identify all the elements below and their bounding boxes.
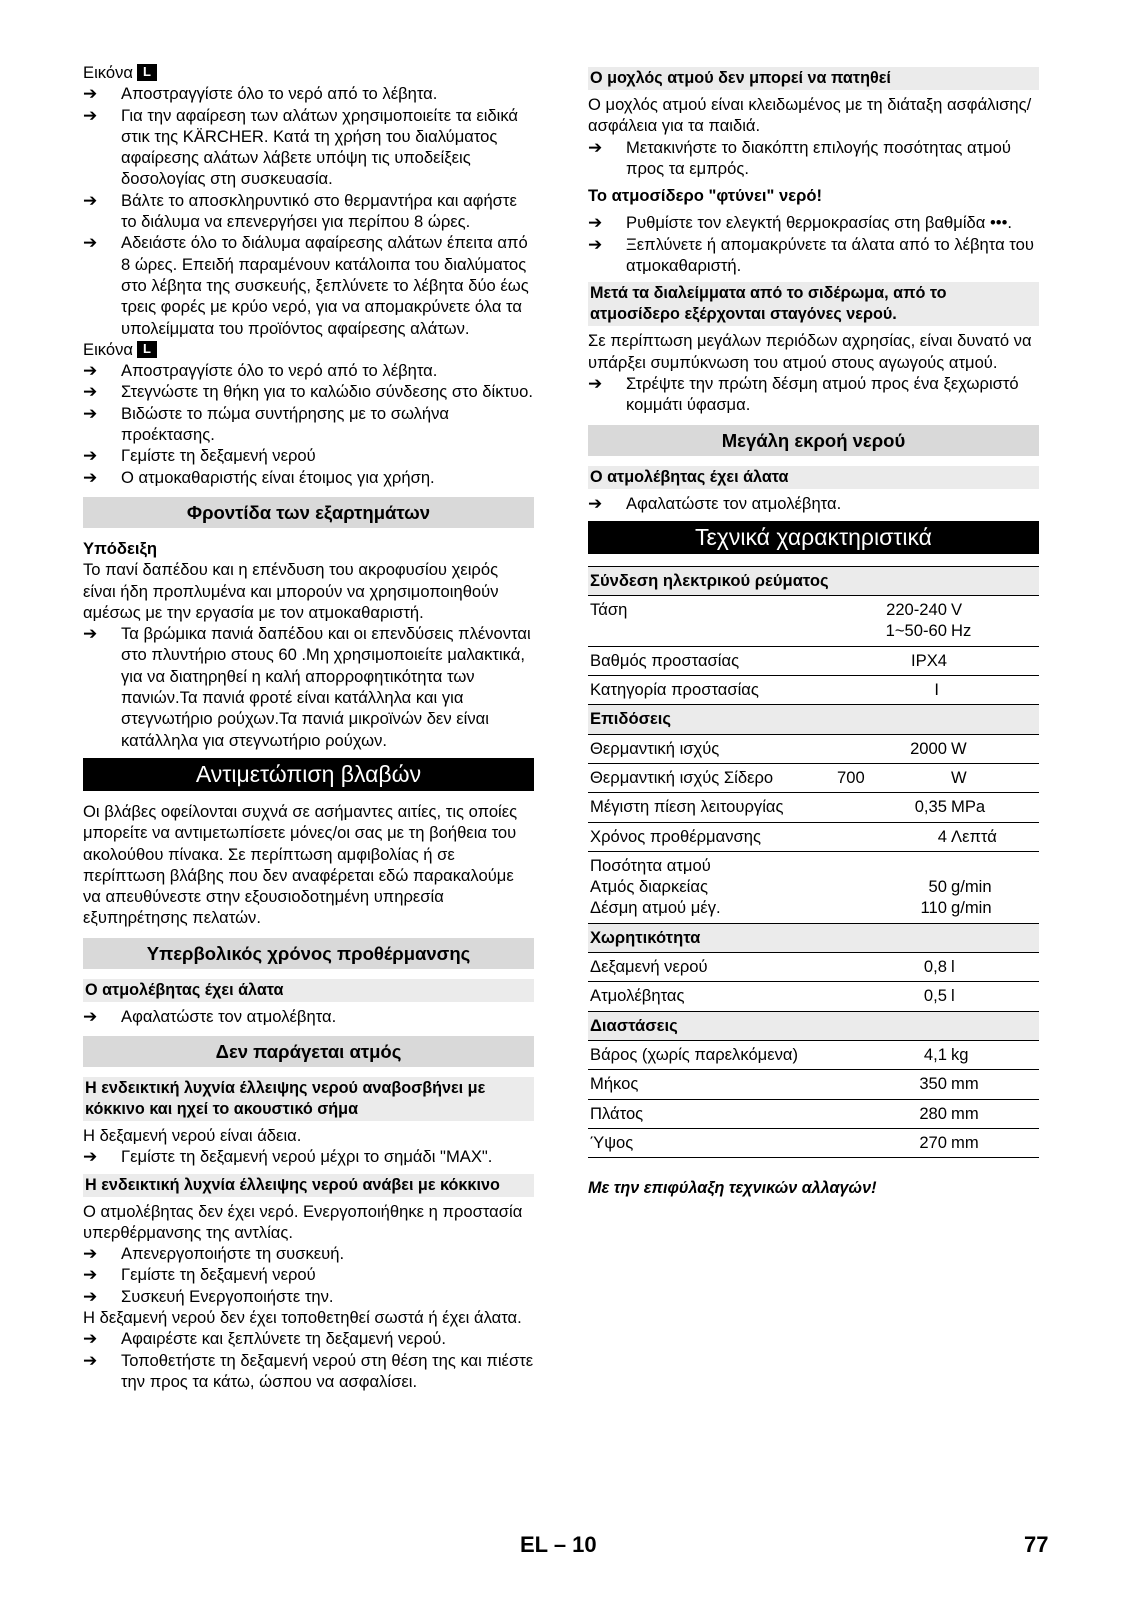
step: ➔ Γεμίστε τη δεξαμενή νερού — [83, 446, 316, 466]
arrow-icon: ➔ — [83, 233, 98, 253]
spec-row: Ποσότητα ατμού Ατμός διαρκείας Δέσμη ατμού μέγ. 50 110 g/min g/min — [588, 851, 1039, 923]
reserve-note: Με την επιφύλαξη τεχνικών αλλαγών! — [588, 1179, 877, 1198]
spec-section: Σύνδεση ηλεκτρικού ρεύματος — [588, 566, 1039, 595]
spec-row: Μέγιστη πίεση λειτουργίας 0,35 MPa — [588, 793, 1039, 822]
right-column — [588, 62, 1039, 1199]
arrow-icon: ➔ — [588, 493, 603, 513]
fault-cause: Σε περίπτωση μεγάλων περιόδων αχρησίας, είναι δυνατό να υπάρξει συμπύκνωση του ατμού στους αγωγούς ατμού. — [588, 331, 1032, 372]
chapter-heading: Αντιμετώπιση βλαβών — [83, 758, 534, 791]
spec-row: Τάση 220-240 1~50-60 V Hz — [588, 596, 1039, 647]
spec-section: Επιδόσεις — [588, 705, 1039, 734]
step: ➔ Γεμίστε τη δεξαμενή νερού — [83, 1265, 316, 1285]
step: ➔ Μετακινήστε το διακόπτη επιλογής ποσότητας ατμού προς τα εμπρός. — [588, 137, 1011, 178]
step: ➔ Ξεπλύνετε ή απομακρύνετε τα άλατα από το λέβητα του ατμοκαθαριστή. — [588, 234, 1034, 276]
footer-page-number: 77 — [1024, 1532, 1049, 1557]
figure-reference — [83, 62, 534, 83]
spec-section: Διαστάσεις — [588, 1011, 1039, 1040]
fault-title: Ο ατμολέβητας έχει άλατα — [588, 466, 1039, 489]
fault-cause: Ο ατμολέβητας δεν έχει νερό. Ενεργοποιήθηκε η προστασία υπερθέρμανσης της αντλίας. — [83, 1201, 523, 1242]
fault-title: Μετά τα διαλείμματα από το σιδέρωμα, από το ατμοσίδερο εξέρχονται σταγόνες νερού. — [588, 282, 1039, 326]
fault-cause: Ο μοχλός ατμού είναι κλειδωμένος με τη διάταξη ασφάλισης/ ασφάλεια για τα παιδιά. — [588, 95, 1032, 136]
faults-intro: Οι βλάβες οφείλονται συχνά σε ασήμαντες αιτίες, τις οποίες μπορείτε να αντιμετωπίσετε μόνες/οι σας με τη βοήθεια του ακολούθου πίνακα. Σε περίπτωση αμφιβολίας ή σε περίπτωση βλάβης που δεν αναφέρεται εδώ παρακαλούμε να απευθύνεστε στην εξουσιοδοτημένη υπηρεσία εξυπηρέτησης πελατών. — [83, 801, 518, 928]
spec-row: Πλάτος 280 mm — [588, 1099, 1039, 1128]
spec-row: Βάρος (χωρίς παρελκόμενα) 4,1 kg — [588, 1040, 1039, 1069]
spec-row: Ατμολέβητας 0,5 l — [588, 982, 1039, 1011]
step: ➔ Ρυθμίστε τον ελεγκτή θερμοκρασίας στη βαθμίδα •••. — [588, 213, 1012, 233]
arrow-icon: ➔ — [83, 624, 98, 644]
fault-cause: Η δεξαμενή νερού δεν έχει τοποθετηθεί σωστά ή έχει άλατα. — [83, 1308, 522, 1328]
arrow-icon: ➔ — [83, 1244, 98, 1264]
arrow-icon: ➔ — [588, 234, 603, 254]
spec-row: Κατηγορία προστασίας I — [588, 676, 1039, 705]
step: ➔ Αδειάστε όλο το διάλυμα αφαίρεσης αλάτων έπειτα από 8 ώρες. Επειδή παραμένουν κατάλοιπα του διαλύματος στο λέβητα της συσκευής, ξεπλύνετε το λέβητα δύο έως τρεις φορές με κρύο νερό, για να απομακρύνετε όλα τα υπολείμματα του προϊόντος αφαίρεσης αλάτων. — [83, 233, 529, 338]
spec-row: Χρόνος προθέρμανσης 4 Λεπτά — [588, 822, 1039, 851]
arrow-icon: ➔ — [83, 1006, 98, 1026]
fault-cause: Η δεξαμενή νερού είναι άδεια. — [83, 1125, 302, 1145]
arrow-icon: ➔ — [83, 403, 98, 423]
step: ➔ Τοποθετήστε τη δεξαμενή νερού στη θέση της και πιέστε την προς τα κάτω, ώσπου να ασφαλίσει. — [83, 1350, 534, 1391]
note-title: Υπόδειξη — [83, 538, 157, 558]
arrow-icon: ➔ — [588, 373, 603, 393]
fault-title: Ο ατμολέβητας έχει άλατα — [83, 979, 534, 1002]
step: ➔ Βάλτε το αποσκληρυντικό στο θερμαντήρα και αφήστε το διάλυμα να επενεργήσει για περίπου 8 ώρες. — [83, 190, 517, 232]
step: ➔ Γεμίστε τη δεξαμενή νερού μέχρι το σημάδι "MAX". — [83, 1147, 493, 1167]
arrow-icon: ➔ — [83, 446, 98, 466]
fault-title: Το ατμοσίδερο "φτύνει" νερό! — [588, 186, 823, 206]
spec-section: Χωρητικότητα — [588, 923, 1039, 952]
arrow-icon: ➔ — [83, 105, 98, 125]
arrow-icon: ➔ — [83, 467, 98, 487]
section-heading: Φροντίδα των εξαρτημάτων — [83, 497, 534, 528]
fault-title: Ο μοχλός ατμού δεν μπορεί να πατηθεί — [588, 67, 1039, 90]
step: ➔ Αποστραγγίστε όλο το νερό από το λέβητα. — [83, 361, 438, 381]
note-text: Το πανί δαπέδου και η επένδυση του ακροφυσίου χειρός είναι ήδη προπλυμένα και μπορούν να χρησιμοποιηθούν αμέσως με την εργασία με τον ατμοκαθαριστή. — [83, 560, 499, 622]
arrow-icon: ➔ — [83, 1329, 98, 1349]
footer-language-code: EL – 10 — [520, 1532, 597, 1557]
chapter-heading: Τεχνικά χαρακτηριστικά — [588, 521, 1039, 554]
section-heading: Δεν παράγεται ατμός — [83, 1036, 534, 1067]
fault-title: Η ενδεικτική λυχνία έλλειψης νερού αναβοσβήνει με κόκκινο και ηχεί το ακουστικό σήμα — [83, 1077, 534, 1121]
step: ➔ Τα βρώμικα πανιά δαπέδου και οι επενδύσεις πλένονται στο πλυντήριο στους 60 .Μη χρησιμοποιείτε μαλακτικά, για να διατηρηθεί η καλή απορροφητικότητα των πανιών.Τα πανιά φροτέ είναι κατάλληλα και για στεγνωτήριο ρούχων.Τα πανιά μικροϊνών δεν είναι κατάλληλα για στεγνωτήριο ρούχων. — [83, 624, 531, 750]
arrow-icon: ➔ — [83, 382, 98, 402]
step: ➔ Στεγνώστε τη θήκη για το καλώδιο σύνδεσης στο δίκτυο. — [83, 382, 533, 402]
left-column — [83, 62, 534, 1392]
figure-badge: L — [137, 341, 157, 358]
step: ➔ Για την αφαίρεση των αλάτων χρησιμοποιείτε τα ειδικά στικ της KÄRCHER. Κατά τη χρήση του διαλύματος αφαίρεσης αλάτων λάβετε υπόψη τις υποδείξεις δοσολογίας στη συσκευασία. — [83, 105, 519, 189]
figure-reference — [83, 339, 534, 360]
arrow-icon: ➔ — [83, 1286, 98, 1306]
step: ➔ Ο ατμοκαθαριστής είναι έτοιμος για χρήση. — [83, 467, 435, 487]
spec-row: Θερμαντική ισχύς Σίδερο 700 W — [588, 763, 1039, 792]
step: ➔ Βιδώστε το πώμα συντήρησης με το σωλήνα προέκτασης. — [83, 403, 450, 445]
spec-row: Βαθμός προστασίας IPX4 — [588, 646, 1039, 675]
step: ➔ Αποστραγγίστε όλο το νερό από το λέβητα. — [83, 84, 438, 104]
arrow-icon: ➔ — [83, 1265, 98, 1285]
step: ➔ Αφαλατώστε τον ατμολέβητα. — [83, 1006, 337, 1026]
arrow-icon: ➔ — [83, 1147, 98, 1167]
spec-row: Μήκος 350 mm — [588, 1070, 1039, 1099]
arrow-icon: ➔ — [588, 137, 603, 157]
figure-label: Εικόνα — [83, 339, 133, 359]
arrow-icon: ➔ — [83, 190, 98, 210]
fault-title: Η ενδεικτική λυχνία έλλειψης νερού ανάβει με κόκκινο — [83, 1174, 534, 1197]
spec-row: Θερμαντική ισχύς 2000 W — [588, 734, 1039, 763]
step: ➔ Στρέψτε την πρώτη δέσμη ατμού προς ένα ξεχωριστό κομμάτι ύφασμα. — [588, 373, 1019, 415]
step: ➔ Αφαλατώστε τον ατμολέβητα. — [588, 493, 842, 513]
step: ➔ Αφαιρέστε και ξεπλύνετε τη δεξαμενή νερού. — [83, 1329, 446, 1349]
step: ➔ Συσκευή Ενεργοποιήστε την. — [83, 1286, 334, 1306]
arrow-icon: ➔ — [83, 1350, 98, 1370]
spec-table — [588, 566, 1039, 1158]
figure-badge: L — [137, 64, 157, 81]
arrow-icon: ➔ — [588, 213, 603, 233]
figure-label: Εικόνα — [83, 63, 133, 82]
spec-row: Ύψος 270 mm — [588, 1128, 1039, 1157]
spec-row: Δεξαμενή νερού 0,8 l — [588, 953, 1039, 982]
arrow-icon: ➔ — [83, 84, 98, 104]
arrow-icon: ➔ — [83, 361, 98, 381]
section-heading: Μεγάλη εκροή νερού — [588, 425, 1039, 456]
section-heading: Υπερβολικός χρόνος προθέρμανσης — [83, 938, 534, 969]
step: ➔ Απενεργοποιήστε τη συσκευή. — [83, 1244, 345, 1264]
